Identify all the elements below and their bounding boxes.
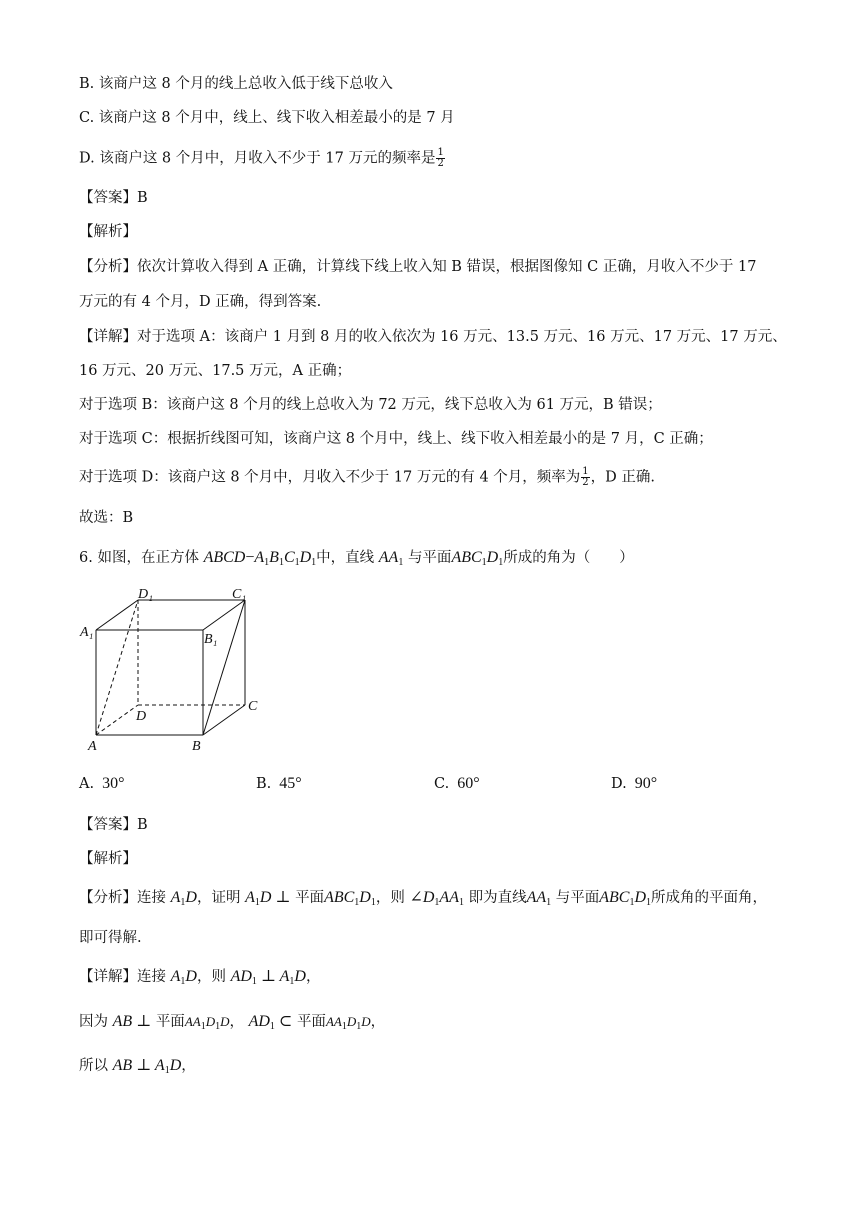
choice-c: C. 60° (434, 775, 480, 792)
option-b-text: B. 该商户这 8 个月的线上总收入低于线下总收入 (79, 76, 393, 92)
detail-option-d: 对于选项 D：该商户这 8 个月中，月收入不少于 17 万元的有 4 个月，频率为 $\frac{1}{2}$ ，D 正确. (79, 466, 656, 488)
analysis-text-2: 万元的有 4 个月，D 正确，得到答案. (79, 294, 322, 310)
vertex-c: C (248, 699, 258, 714)
detail-6-text-1: 【详解】连接 $A_1D$，则 $AD_1$ ⊥ $A_1D$， (79, 968, 321, 987)
detail-option-c: 对于选项 C：根据折线图可知，该商户这 8 个月中，线上、线下收入相差最小的是 7 月，C 正确； (79, 431, 713, 447)
choose-text: 故选：B (79, 510, 134, 526)
answer-label: 【答案】B (79, 190, 148, 206)
vertex-a1: A₁ (80, 625, 94, 640)
detail-6-text-2: 因为 AB ⊥ 平面$AA_1D_1D$， $AD_1$ ⊂ 平面$AA_1D_1D$， (79, 1013, 386, 1032)
analysis-label: 【解析】 (79, 224, 137, 240)
analysis-text-1: 【分析】依次计算收入得到 A 正确，计算线下线上收入知 B 错误，根据图像知 C 正确，月收入不少于 17 (79, 259, 757, 275)
fraction-half: $\frac{1}{2}$ (437, 147, 444, 169)
option-c-text: C. 该商户这 8 个月中，线上、线下收入相差最小的是 7 月 (79, 110, 455, 126)
cube-figure (78, 582, 278, 757)
detail-option-b: 对于选项 B：该商户这 8 个月的线上总收入为 72 万元，线下总收入为 61 万元，B 错误； (79, 397, 662, 413)
detail-text-2: 16 万元、20 万元、17.5 万元，A 正确； (79, 363, 352, 379)
option-d-label: D. 该商户这 8 个月中，月收入不少于 17 万元的频率是 (79, 150, 436, 167)
detail-6-text-3: 所以 AB ⊥ $A_1D$， (79, 1057, 196, 1076)
detail-text-1: 【详解】对于选项 A：该商户 1 月到 8 月的收入依次为 16 万元、13.5 万元、16 万元、17 万元、17 万元、 (79, 329, 787, 345)
question-6-text: 6. 如图，在正方体 $ABCD-A_1B_1C_1D_1$中，直线 $AA_1$ 与平面$ABC_1D_1$所成的角为（ ） (79, 549, 634, 568)
choice-d: D. 90° (611, 775, 658, 792)
choice-a: A. 30° (79, 775, 125, 792)
fraction-half-2: $\frac{1}{2}$ (582, 466, 589, 488)
choice-b: B. 45° (256, 775, 302, 792)
answer-label-2: 【答案】B (79, 817, 148, 833)
vertex-d1: D₁ (138, 587, 153, 602)
analysis-6-text-2: 即可得解. (79, 930, 142, 946)
vertex-b1: B₁ (204, 632, 218, 647)
vertex-d: D (136, 709, 147, 724)
vertex-a: A (88, 739, 97, 754)
vertex-c1: C₁ (232, 587, 247, 602)
option-d-text (79, 148, 446, 169)
analysis-6-text-1: 【分析】连接 $A_1D$，证明 $A_1D$ ⊥ 平面$ABC_1D_1$，则 $\angle D_1AA_1$ 即为直线$AA_1$ 与平面$ABC_1D_1$所成角的平面角， (79, 889, 768, 908)
analysis-label-2: 【解析】 (79, 851, 137, 867)
vertex-b: B (192, 739, 201, 754)
